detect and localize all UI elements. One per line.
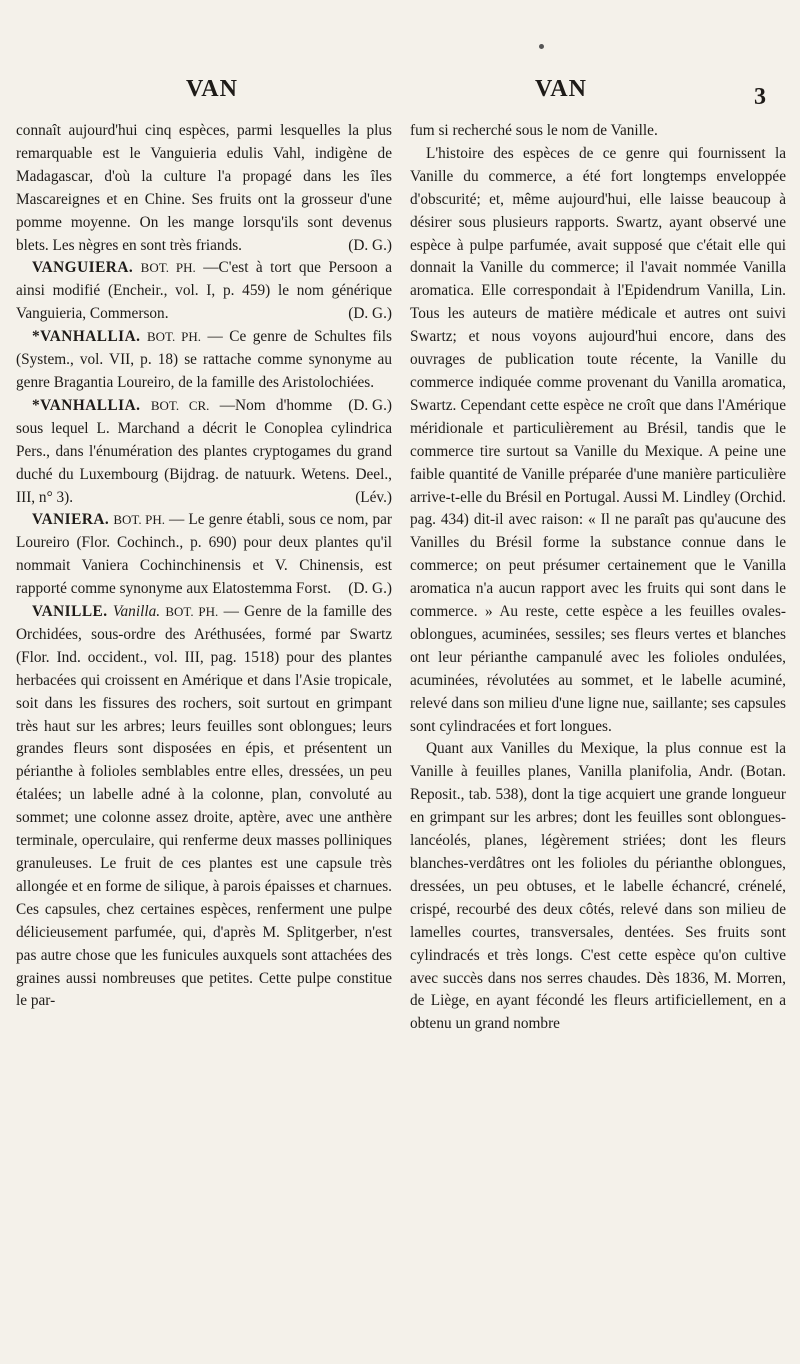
running-header-left: VAN — [186, 76, 238, 102]
entry-vanhallia-1: *VANHALLIA. BOT. PH. — Ce genre de Schultes fils (System., vol. VII, p. 18) se rattache comme synonyme au genre Bragantia Loureiro, de la famille des Aristolochiées. (D. G.) — [16, 326, 392, 395]
entry-headword: *VANHALLIA. — [32, 328, 141, 346]
author-signature: (D. G.) — [348, 236, 392, 254]
left-column — [16, 120, 392, 1013]
author-signature: (Lév.) — [355, 488, 392, 506]
page-number: 3 — [754, 84, 766, 110]
entry-vanille: VANILLE. Vanilla. BOT. PH. — Genre de la famille des Orchidées, sous-ordre des Aréthusées, formé par Swartz (Flor. Ind. occident., vol. III, pag. 1518) pour des plantes herbacées qui croissent en Amérique et dans l'Asie tropicale, soit dans les fissures des rochers, soit surtout en grimpant très haut sur les arbres; leurs feuilles sont oblongues; leurs grandes fleurs sont disposées en épis, et présentent un périanthe à folioles semblables entre elles, dressées, un peu étalées; un labelle adné à la colonne, plan, convoluté au sommet; une colonne assez droite, aptère, avec une anthère terminale, operculaire, qui renferme deux masses polliniques granuleuses. Le fruit de ces plantes est une capsule très allongée et en forme de silique, à parois épaisses et charnues. Ces capsules, chez certaines espèces, renferment une pulpe délicieusement parfumée, qui, d'après M. Splitgerber, n'est pas autre chose que les funicules auxquels sont attachées des graines aussi nombreuses que petites. Cette pulpe constitue le par- — [16, 603, 392, 1010]
running-header-right: VAN — [535, 76, 587, 102]
entry-tag: BOT. CR. — [150, 397, 210, 413]
author-signature: (D. G.) — [348, 305, 392, 323]
right-column — [410, 120, 786, 1036]
entry-headword: *VANHALLIA. — [32, 396, 141, 414]
paragraph-continuation: fum si recherché sous le nom de Vanille. — [410, 122, 658, 139]
entry-headword: VANILLE. — [32, 603, 108, 621]
paragraph-history: L'histoire des espèces de ce genre qui fournissent la Vanille du commerce, a été fort longtemps enveloppée d'obscurité; et, même aujourd'hui, elle laisse beaucoup à désirer sous plusieurs rapports. Swartz, ayant observé une espèce à pulpe parfumée, avait supposé que c'était elle qui donnait la Vanille du commerce; il l'avait nommée Vanilla aromatica. Elle correspondait à l'Epidendrum Vanilla, Lin. Tous les auteurs de matière médicale et autres ont suivi Swartz; et nous voyons aujourd'hui encore, dans des ouvrages de publication toute récente, la Vanille du commerce indiquée comme provenant du Vanilla aromatica, Swartz. Cependant cette espèce ne croît que dans l'Amérique méridionale et particulièrement au Brésil, tandis que le commerce tire surtout sa Vanille du Mexique. A peine une faible quantité de Vanille préparée d'une manière particulière arrive-t-elle du Brésil en Portugal. Aussi M. Lindley (Orchid. pag. 434) dit-il avec raison: « Il ne paraît pas qu'aucune des Vanilles du Brésil forme la substance connue dans le commerce; on peut présumer certainement que le Vanilla aromatica n'a aucun rapport avec les fruits qui sont dans le commerce. » Au reste, cette espèce a les feuilles ovales-oblongues, acuminées, sessiles; ses fleurs vertes et blanches ont leur périanthe campanulé avec les folioles ondulées, acuminées, révolutées au sommet, et le labelle acuminé, relevé dans son milieu d'une ligne nue, saillante; ses capsules sont cylindracées et fort longues. — [410, 144, 786, 735]
author-signature: (D. G.) — [348, 396, 392, 414]
entry-tag: BOT. PH. — [140, 260, 196, 276]
entry-headword: VANIERA. — [32, 511, 110, 529]
entry-tag: BOT. PH. — [165, 604, 219, 620]
entry-vanguiera: VANGUIERA. BOT. PH. —C'est à tort que Persoon a ainsi modifié (Encheir., vol. I, p. 459) le nom générique Vanguieria, Commerson. (D. G.) — [16, 257, 392, 326]
entry-tag: BOT. PH. — [113, 512, 165, 528]
paragraph-mexico: Quant aux Vanilles du Mexique, la plus connue est la Vanille à feuilles planes, Vanilla planifolia, Andr. (Botan. Reposit., tab. 538), dont la tige acquiert une grande longueur en grimpant sur les arbres; dont les feuilles sont oblongues-lancéolés, planes, légèrement striées; dont les fleurs blanches-verdâtres ont les folioles du périanthe oblongues, dressées, un peu obtuses, et le labelle échancré, crénelé, crispé, recourbé des deux côtés, relevé dans son milieu de lamelles courtes, transversales, dentées. Ses fruits sont cylindracés et très longs. C'est cette espèce qu'on cultive avec succès dans nos serres chaudes. Dès 1836, M. Morren, de Liège, en ayant fécondé les fleurs artificiellement, en a obtenu un grand nombre — [410, 740, 786, 1033]
entry-tag: BOT. PH. — [146, 329, 202, 345]
ink-spot — [539, 44, 544, 49]
entry-vanhallia-2: *VANHALLIA. BOT. CR. —Nom d'homme sous lequel L. Marchand a décrit le Conoplea cylindrica Pers., dans l'énumération des plantes cryptogames du grand duché du Luxembourg (Bijdrag. de natuurk. Wetens. Deel., III, n° 3). (Lév.) — [16, 395, 392, 510]
entry-headword: VANGUIERA. — [32, 259, 134, 277]
entry-vaniera: VANIERA. BOT. PH. — Le genre établi, sous ce nom, par Loureiro (Flor. Cochinch., p. 690) pour deux plantes qu'il nommait Vaniera Cochinchinensis et V. Chinensis, est rapporté comme synonyme aux Elatostemma Forst. (D. G.) — [16, 509, 392, 601]
author-signature: (D. G.) — [348, 580, 392, 598]
paragraph-continuation: connaît aujourd'hui cinq espèces, parmi lesquelles la plus remarquable est le Vanguieria edulis Vahl, indigène de Madagascar, d'où la culture l'a propagé dans les îles Mascareignes et en Chine. Ses fruits ont la grosseur d'une pomme moyenne. On les mange lorsqu'ils sont devenus blets. Les nègres en sont très friands. (D. G.) — [16, 120, 392, 257]
latin-name: Vanilla. — [112, 603, 161, 621]
